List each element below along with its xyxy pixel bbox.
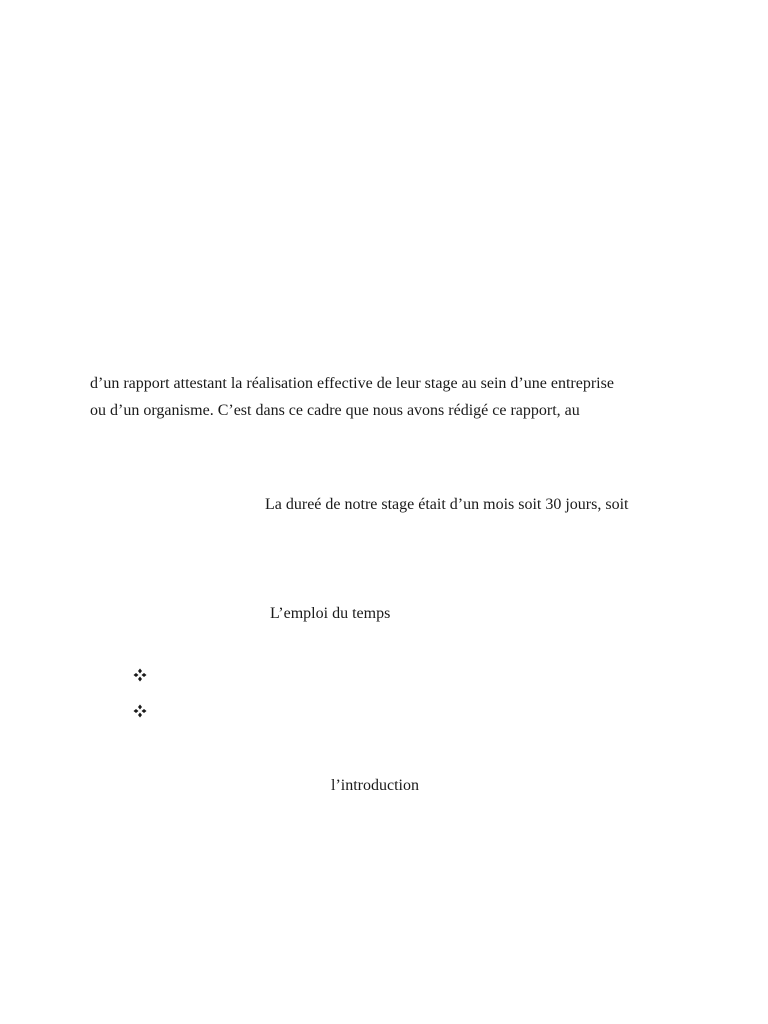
schedule-heading: L’emploi du temps <box>270 605 391 622</box>
introduction-label: l’introduction <box>331 777 419 794</box>
diamond-bullet-icon <box>133 668 147 682</box>
paragraph-line-2: ou d’un organisme. C’est dans ce cadre que nous avons rédigé ce rapport, au <box>90 402 580 419</box>
stage-duration-text: La dureé de notre stage était d’un mois soit 30 jours, soit <box>265 496 629 513</box>
diamond-bullet-icon <box>133 704 147 718</box>
paragraph-line-1: d’un rapport attestant la réalisation effective de leur stage au sein d’une entreprise <box>90 375 614 392</box>
